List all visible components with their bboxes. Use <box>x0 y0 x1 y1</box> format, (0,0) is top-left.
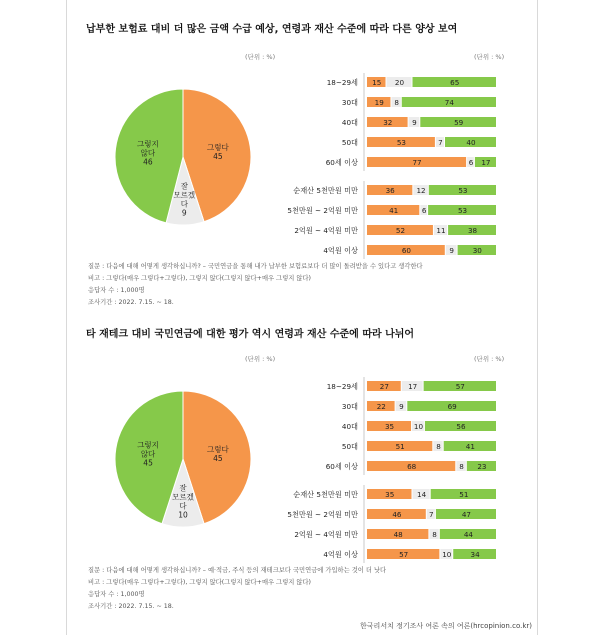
chart-2-bar-value-0-4-2: 23 <box>477 462 487 471</box>
chart-1-bar-value-0-4-0: 77 <box>412 158 422 167</box>
chart-1-bar-value-0-1-0: 19 <box>374 98 384 107</box>
chart-2-bar-label-0-0: 18~29세 <box>326 382 358 391</box>
chart-2-title: 타 재테크 대비 국민연금에 대한 평가 역시 연령과 재산 수준에 따라 나뉘어 <box>86 329 415 340</box>
chart-2-bar-value-1-3-2: 34 <box>470 550 480 559</box>
chart-1-bar-label-0-4: 60세 이상 <box>325 158 358 167</box>
chart-1-bar-value-1-0-2: 53 <box>458 186 468 195</box>
chart-1-pie-label-2-0: 그렇지 <box>137 139 159 149</box>
chart-2-bar-value-0-1-2: 69 <box>447 402 457 411</box>
chart-1-pie-label-1-1: 모르겠 <box>173 190 196 200</box>
chart-2-pie-label-2-2: 45 <box>143 458 153 468</box>
chart-2-pie-label-1-0: 잘 <box>179 483 187 493</box>
chart-2-bar-label-1-0: 순재산 5천만원 미만 <box>293 490 358 499</box>
chart-1-bar-value-1-3-0: 60 <box>401 246 411 255</box>
source-footer: 한국리서치 정기조사 여론 속의 여론(hrcopinion.co.kr) <box>360 622 532 630</box>
chart-2-bar-label-0-1: 30대 <box>341 402 358 411</box>
chart-1-bar-value-1-1-0: 41 <box>389 206 399 215</box>
chart-1-bar-value-0-0-2: 65 <box>450 78 460 87</box>
chart-1-bar-value-1-0-1: 12 <box>416 186 426 195</box>
chart-2-bar-value-1-1-0: 46 <box>392 510 402 519</box>
chart-2-bar-value-0-0-1: 17 <box>408 382 418 391</box>
chart-1-pie-unit: (단위 : %) <box>245 53 276 61</box>
chart-2-note-respondents: 응답자 수 : 1,000명 <box>88 591 145 598</box>
chart-1-note-period: 조사기간 : 2022. 7.15. ~ 18. <box>88 299 174 306</box>
chart-1-bar-value-0-2-2: 59 <box>454 118 464 127</box>
chart-1-bar-value-0-0-1: 20 <box>394 78 405 87</box>
chart-2-note-remark: 비고 : 그렇다(매우 그렇다+그렇다), 그렇지 않다(그렇지 않다+매우 그렇지 않다) <box>88 579 311 586</box>
chart-2-bar-value-1-3-1: 10 <box>442 550 452 559</box>
chart-1-bar-value-1-0-0: 36 <box>385 186 395 195</box>
chart-1-bar-value-1-1-2: 53 <box>457 206 468 215</box>
chart-1-bar-value-0-0-0: 15 <box>372 78 382 87</box>
chart-2-bar-label-1-3: 4억원 이상 <box>323 550 358 559</box>
chart-2-bar-label-1-2: 2억원 ~ 4억원 미만 <box>294 530 358 539</box>
chart-1-bar-value-0-1-2: 74 <box>444 98 454 107</box>
chart-2-bar-value-0-4-1: 8 <box>459 462 464 471</box>
chart-2-bar-label-0-4: 60세 이상 <box>325 462 358 471</box>
chart-1-bar-value-0-4-2: 17 <box>481 158 491 167</box>
chart-1-bar-value-0-2-1: 9 <box>412 118 417 127</box>
chart-2-bar-value-1-0-2: 51 <box>459 490 469 499</box>
chart-1-bar-value-0-3-2: 40 <box>466 138 476 147</box>
chart-2-bar-label-0-2: 40대 <box>341 422 358 431</box>
chart-2-bar-value-0-3-1: 8 <box>436 442 441 451</box>
chart-2-pie-label-2-1: 않다 <box>140 449 156 459</box>
chart-1-pie-label-0-0: 그렇다 <box>207 142 229 152</box>
chart-2-bar-value-1-1-2: 47 <box>461 510 472 519</box>
chart-1-bar-label-0-0: 18~29세 <box>326 78 358 87</box>
chart-1-bar-label-1-0: 순재산 5천만원 미만 <box>293 186 358 195</box>
chart-2-pie-unit: (단위 : %) <box>245 355 276 363</box>
chart-2-bar-label-1-1: 5천만원 ~ 2억원 미만 <box>287 510 358 519</box>
chart-1-bar-value-0-3-1: 7 <box>438 138 443 147</box>
chart-1-pie-label-2-2: 46 <box>143 157 153 167</box>
chart-2-bar-label-0-3: 50대 <box>341 442 358 451</box>
chart-1-bar-value-1-2-1: 11 <box>436 226 446 235</box>
chart-2-bar-value-1-2-2: 44 <box>463 530 473 539</box>
chart-1-note-remark: 비고 : 그렇다(매우 그렇다+그렇다), 그렇지 않다(그렇지 않다+매우 그렇지 않다) <box>88 275 311 282</box>
chart-2-note-question: 질문 : 다음에 대해 어떻게 생각하십니까? – 예·적금, 주식 등의 재테크보다 국민연금에 가입하는 것이 더 낫다 <box>88 567 387 574</box>
chart-1-bar-label-1-1: 5천만원 ~ 2억원 미만 <box>287 206 358 215</box>
chart-2-bar-value-1-2-0: 48 <box>393 530 403 539</box>
chart-2-bar-value-0-4-0: 68 <box>407 462 417 471</box>
chart-1-pie-label-0-1: 45 <box>213 151 223 161</box>
chart-1-note-question: 질문 : 다음에 대해 어떻게 생각하십니까? – 국민연금을 통해 내가 납부한 보험료보다 더 많이 돌려받을 수 있다고 생각한다 <box>88 263 423 270</box>
chart-1-bar-label-0-2: 40대 <box>341 118 358 127</box>
chart-2-bar-value-1-2-1: 8 <box>432 530 437 539</box>
chart-1-bar-value-1-2-2: 38 <box>467 226 478 235</box>
chart-2-pie-label-1-3: 10 <box>178 510 188 520</box>
chart-1-bar-value-0-4-1: 6 <box>468 158 474 167</box>
chart-1-bar-unit: (단위 : %) <box>474 53 505 61</box>
chart-1-bar-label-0-3: 50대 <box>341 138 358 147</box>
chart-2-bar-value-0-2-1: 10 <box>413 422 424 431</box>
chart-2-bar-unit: (단위 : %) <box>474 355 505 363</box>
chart-2-bar-value-1-3-0: 57 <box>399 550 409 559</box>
chart-2-pie-label-1-1: 모르겠 <box>172 492 194 502</box>
chart-1-title: 납부한 보험료 대비 더 많은 금액 수급 예상, 연령과 재산 수준에 따라 다른 양상 보여 <box>86 24 458 35</box>
chart-1-bar-value-0-1-1: 8 <box>394 98 399 107</box>
chart-2-bar-value-0-0-0: 27 <box>379 382 389 391</box>
chart-2-bar-value-0-0-2: 57 <box>455 382 465 391</box>
chart-1-note-respondents: 응답자 수 : 1,000명 <box>88 287 145 294</box>
chart-1-pie-label-1-3: 9 <box>181 208 187 218</box>
chart-2-bar-value-0-2-2: 56 <box>456 422 466 431</box>
chart-2-bar-value-1-0-0: 35 <box>385 490 395 499</box>
chart-1-bar-value-1-1-1: 6 <box>421 206 427 215</box>
chart-2-pie-label-1-2: 다 <box>179 501 187 511</box>
chart-1-pie-label-2-1: 않다 <box>140 148 156 158</box>
chart-2-bar-value-1-0-1: 14 <box>417 490 427 499</box>
chart-1-bar-label-0-1: 30대 <box>341 98 358 107</box>
chart-1-pie-label-1-2: 다 <box>180 199 188 209</box>
chart-1-bar-label-1-3: 4억원 이상 <box>323 246 358 255</box>
chart-1-bar-value-1-3-1: 9 <box>449 246 454 255</box>
chart-2-bar-value-0-3-0: 51 <box>395 442 405 451</box>
chart-2-bar-value-0-3-2: 41 <box>465 442 475 451</box>
chart-1-bar-value-0-3-0: 53 <box>396 138 407 147</box>
chart-1-bar-value-0-2-0: 32 <box>383 118 393 127</box>
chart-2-pie-label-0-0: 그렇다 <box>207 444 229 454</box>
chart-1-pie-label-1-0: 잘 <box>180 181 188 191</box>
chart-2-note-period: 조사기간 : 2022. 7.15. ~ 18. <box>88 603 174 610</box>
chart-2-bar-value-0-2-0: 35 <box>384 422 395 431</box>
chart-2-bar-value-1-1-1: 7 <box>429 510 434 519</box>
chart-1-bar-value-1-3-2: 30 <box>472 246 482 255</box>
chart-1-bar-label-1-2: 2억원 ~ 4억원 미만 <box>294 226 358 235</box>
chart-2-bar-value-0-1-1: 9 <box>399 402 404 411</box>
chart-1-bar-value-1-2-0: 52 <box>395 226 406 235</box>
chart-2-pie-label-0-1: 45 <box>213 453 223 463</box>
chart-2-pie-label-2-0: 그렇지 <box>137 440 159 450</box>
chart-2-bar-value-0-1-0: 22 <box>376 402 386 411</box>
